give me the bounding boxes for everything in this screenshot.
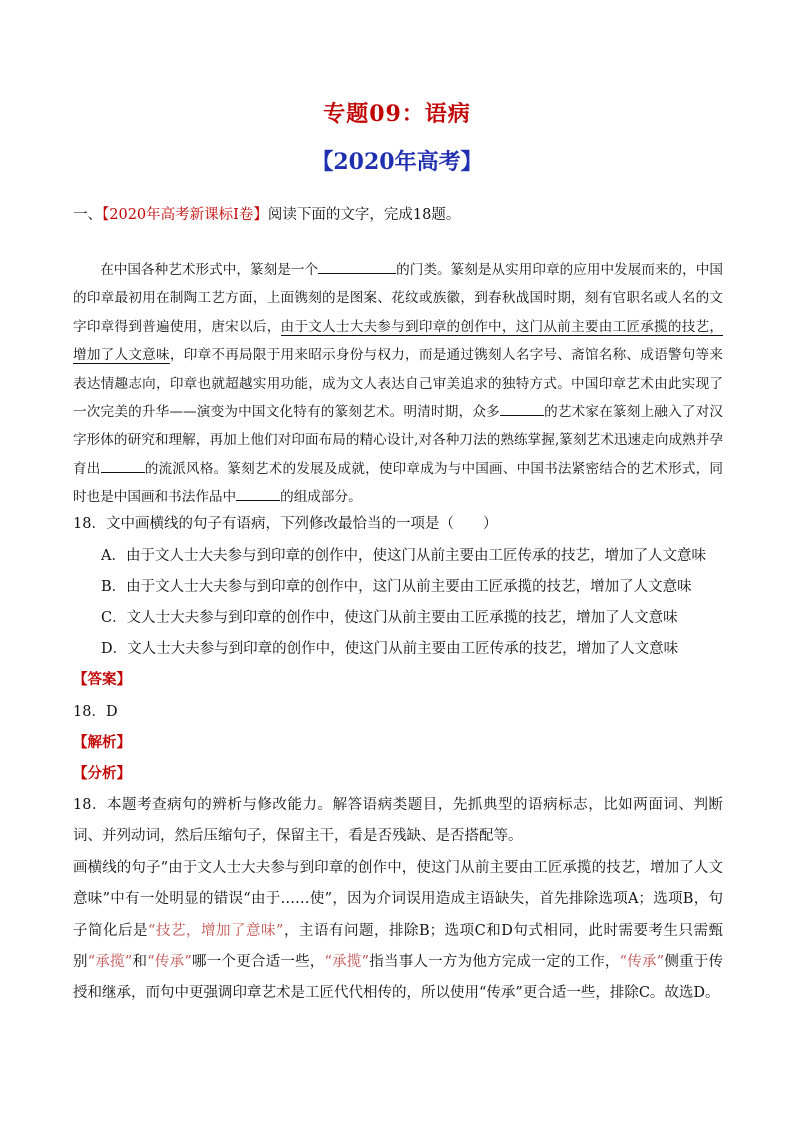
analysis-sublabel: 【分析】 xyxy=(73,765,131,782)
analysis-text: 和 xyxy=(132,954,148,971)
page-subtitle: 【2020年高考】 xyxy=(311,149,483,175)
question-source: 【2020年高考新课标Ⅰ卷】 xyxy=(102,207,268,223)
option-a: A．由于文人士大夫参与到印章的创作中，使这门从前主要由工匠传承的技艺，增加了人文意味 xyxy=(101,548,706,564)
passage-text: 的组成部分。 xyxy=(280,489,362,506)
passage-text: 的门类。篆刻是从实用印章的应用中发展而来的，中国的印章最初用在制陶工艺方面，上面镌刻的是图案、花纹或族徽，到春秋战国时期，刻有官职名或人名的文字印章得到普遍使用，唐宋以后， xyxy=(73,262,724,335)
analysis-text: 指当事人一方为他方完成一定的工作， xyxy=(369,954,620,971)
reading-passage xyxy=(73,256,723,512)
quoted-term: “传承” xyxy=(619,954,665,971)
answer-label: 【答案】 xyxy=(73,671,131,688)
fill-blank-3 xyxy=(101,458,145,473)
analysis-text: ，主语有问题，排除B；选项C和D句式相同，此时需要考生只需甄别 xyxy=(73,922,724,971)
page-title: 专题09：语病 xyxy=(323,101,471,127)
analysis-body xyxy=(73,790,723,1010)
analysis-text: 哪一个更合适一些， xyxy=(191,954,325,971)
quoted-term: “承揽” xyxy=(87,954,133,971)
analysis-paragraph-2 xyxy=(73,853,723,1010)
option-c: C．文人士大夫参与到印章的创作中，使这门从前主要由工匠承揽的技艺，增加了人文意味 xyxy=(101,610,678,626)
quoted-term: “技艺，增加了意味” xyxy=(148,922,284,939)
question-intro xyxy=(73,203,460,224)
fill-blank-1 xyxy=(318,259,396,274)
question-instruction: 阅读下面的文字，完成18题。 xyxy=(267,207,461,223)
passage-text: 的流派风格。篆刻艺术的发展及成就，使印章成为与中国画、中国书法紧密结合的艺术形式，同时也是中国画和书法作品中 xyxy=(73,460,723,506)
analysis-label: 【解析】 xyxy=(73,734,131,751)
passage-text: 的艺术家在篆刻上融入了对汉字形体的研究和理解，再加上他们对印面布局的精心设计,对各种刀法的熟练掌握,篆刻艺术迅速走向成熟并孕育出 xyxy=(73,404,724,477)
option-b: B．由于文人士大夫参与到印章的创作中，这门从前主要由工匠承揽的技艺，增加了人文意味 xyxy=(101,579,692,595)
passage-text: ，印章不再局限于用来昭示身份与权力，而是通过镌刻人名字号、斋馆名称、成语警句等来表达情趣志向，印章也就超越实用功能，成为文人表达自己审美追求的独特方式。中国印章艺术由此实现了一次完美的升华——演变为中国文化特有的篆刻艺术。明清时期，众多 xyxy=(73,347,724,421)
analysis-text: 画横线的句子“由于文人士大夫参与到印章的创作中，使这门从前主要由工匠承揽的技艺，增加了人文意味”中有一处明显的错误“由于……使”，因为介词误用造成主语缺失，首先排除选项A；选项B，句子简化后是 xyxy=(73,859,723,939)
fill-blank-4 xyxy=(236,486,280,501)
analysis-text: 侧重于传授和继承，而句中更强调印章艺术是工匠代代相传的，所以使用“传承”更合适一些，排除C。故选D。 xyxy=(73,954,724,1002)
question-stem: 18．文中画横线的句子有语病，下列修改最恰当的一项是（ ） xyxy=(73,516,498,532)
passage-text: 在中国各种艺术形式中，篆刻是一个 xyxy=(100,262,319,278)
quoted-term: “传承” xyxy=(147,954,192,971)
answer-value: 18．D xyxy=(73,704,118,720)
underlined-sentence: 由于文人士大夫参与到印章的创作中，这门从前主要由工匠承揽的技艺，增加了人文意味 xyxy=(73,318,724,364)
quoted-term: “承揽” xyxy=(324,954,370,971)
analysis-paragraph-1: 18．本题考查病句的辨析与修改能力。解答语病类题目，先抓典型的语病标志，比如两面词、判断词、并列动词，然后压缩句子，保留主干，看是否残缺、是否搭配等。 xyxy=(73,797,723,845)
option-d: D．文人士大夫参与到印章的创作中，使这门从前主要由工匠传承的技艺，增加了人文意味 xyxy=(101,641,679,657)
question-number: 一、 xyxy=(73,207,102,223)
fill-blank-2 xyxy=(500,401,544,416)
